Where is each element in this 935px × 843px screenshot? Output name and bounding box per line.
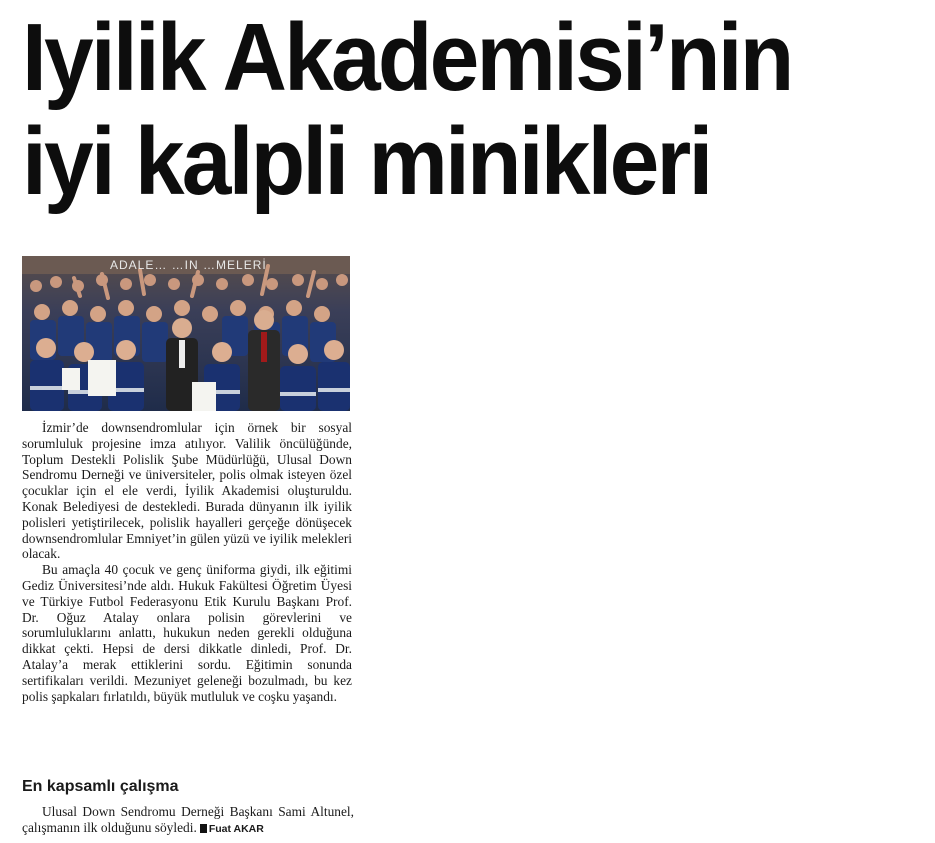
paragraph-1: İzmir’de downsendromlular için örnek bir sosyal sorumluluk projesine imza atılıyor. Valilik öncülüğünde, Toplum Destekli Polislik Şube Müdürlüğü, Ulusal Down Sendromu Derneği ve üniversiteler, polis olmak isteyen özel çocuklar için el ele verdi, İyilik Akademisi oluşturuldu. Konak Belediyesi de destekledi. Burada dünyanın ilk iyilik polisleri yetiştirilecek, polislik hayalleri gerçeğe dönüşecek downsendromlular Emniyet’in gülen yüzü ve iyilik melekleri olacak. <box>22 420 352 562</box>
paragraph-2: Bu amaçla 40 çocuk ve genç üniforma giydi, ilk eğitimi Gediz Üniversitesi’nde aldı. Hukuk Fakültesi Öğretim Üyesi ve Türkiye Futbol Federasyonu Etik Kurulu Başkanı Prof. Dr. Oğuz Atalay onlara polisin görevlerini ve sorumluluklarını anlattı, hukukun neden gerekli olduğuna dikkat çekti. Hepsi de dersi dikkatle dinledi, Prof. Dr. Atalay’a merak ettiklerini sordu. Eğitimin sonunda sertifikaları verildi. Mezuniyet geleneği bozulmadı, bu kez polis şapkaları fırlatıldı, büyük mutluluk ve coşku yaşandı. <box>22 562 352 704</box>
photo-banner-text: ADALE… …IN …MELERİ <box>110 258 267 272</box>
subheading: En kapsamlı çalışma <box>22 778 179 795</box>
article-photo <box>22 256 350 411</box>
byline: Fuat AKAR <box>208 822 264 835</box>
headline-line-2: iyi kalpli minikleri <box>22 108 711 215</box>
paragraph-3 <box>22 804 354 838</box>
article-body <box>22 420 352 704</box>
byline-square-icon <box>200 824 207 833</box>
group-photo-illustration <box>22 256 350 411</box>
headline <box>22 6 868 214</box>
article-body-continued <box>22 804 354 838</box>
headline-line-1: Iyilik Akademisi’nin <box>22 4 792 111</box>
paragraph-3-text: Ulusal Down Sendromu Derneği Başkanı Sami Altunel, çalışmanın ilk olduğunu söyledi. <box>22 804 354 835</box>
